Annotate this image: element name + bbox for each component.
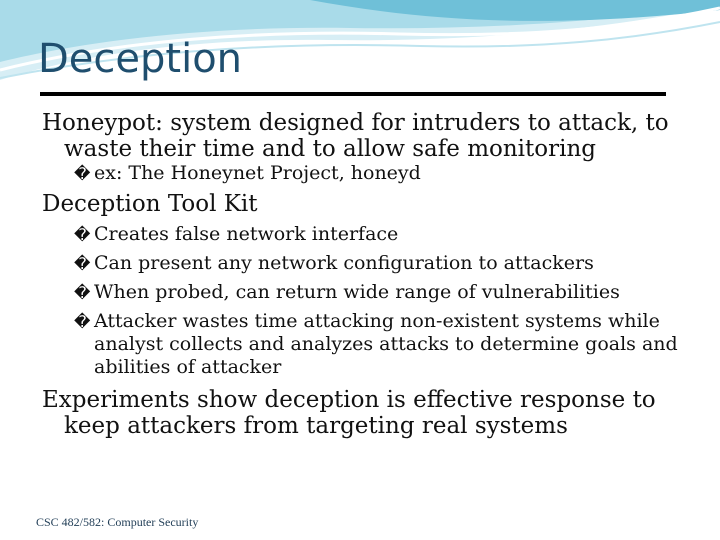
bullet-deception-tool-kit: Deception Tool Kit [42,191,258,217]
sub-bullet-text: Can present any network configuration to attackers [94,252,594,274]
footer-course-label: CSC 482/582: Computer Security [36,515,199,529]
sub-bullet-false-interface [42,223,692,246]
bullet-icon: � [74,254,91,273]
bullet-icon: � [74,164,91,183]
sub-bullet-text: Creates false network interface [94,223,399,245]
slide-body [42,110,692,439]
sub-bullet-network-configuration [42,252,692,275]
sub-bullet-honeypot-example [42,162,692,185]
bullet-icon: � [74,312,91,331]
sub-bullet-text: ex: The Honeynet Project, honeyd [94,162,421,184]
title-underline [40,92,666,96]
bullet-honeypot: Honeypot: system designed for intruders to attack, to waste their time and to allow safe monitoring [42,110,669,162]
sub-bullet-text: Attacker wastes time attacking non-existent systems while analyst collects and analyzes attacks to determine goals and abilities of attacker [94,310,678,378]
sub-bullet-text: When probed, can return wide range of vulnerabilities [94,281,620,303]
bullet-experiments: Experiments show deception is effective response to keep attackers from targeting real systems [42,387,656,439]
bullet-icon: � [74,283,91,302]
sub-bullet-attacker-wastes-time [42,310,692,379]
bullet-icon: � [74,225,91,244]
sub-bullet-vulnerabilities [42,281,692,304]
slide-title: Deception [38,36,243,82]
